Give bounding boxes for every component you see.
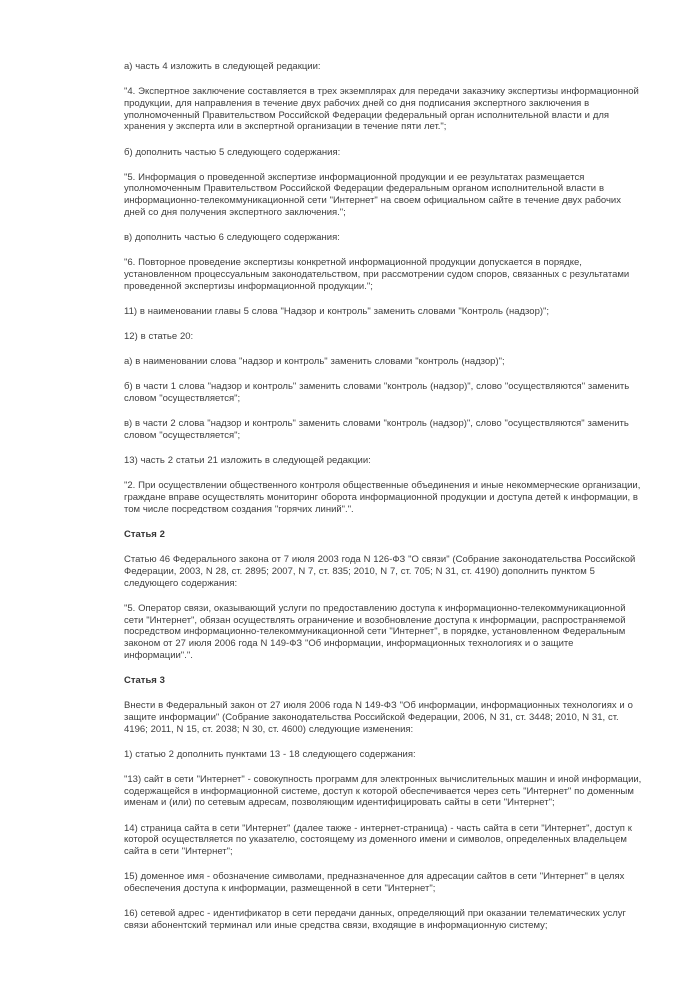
doc-paragraph-quote-part4: "4. Экспертное заключение составляется в трех экземплярах для передачи заказчику экспертизы информационной продукции, для направления в течение двух рабочих дней со дня подписания экспертного заключения в уполномоченный Правительством Российской Федерации федеральный орган исполнительной власти и для хранения у эксперта или в экспертной организации в течение пяти лет."; bbox=[124, 86, 639, 133]
doc-paragraph-def-16-netaddr: 16) сетевой адрес - идентификатор в сети передачи данных, определяющий при оказании телематических услуг связи абонентский терминал или иные средства связи, входящие в информационную систему; bbox=[124, 908, 627, 931]
article-3-heading: Статья 3 bbox=[124, 674, 165, 686]
doc-paragraph-subitem-v-ch6: в) дополнить частью 6 следующего содержания: bbox=[124, 232, 340, 244]
doc-paragraph-def-14-page: 14) страница сайта в сети "Интернет" (далее также - интернет-страница) - часть сайта в сети "Интернет", доступ к которой осуществляется по указателю, состоящему из доменного имени и символов, определенных владельцем сайта в сети "Интернет"; bbox=[124, 822, 632, 857]
doc-paragraph-article2-body: Статью 46 Федерального закона от 7 июля 2003 года N 126-ФЗ "О связи" (Собрание законодательства Российской Федерации, 2003, N 28, ст. 2895; 2007, N 7, ст. 835; 2010, N 7, ст. 705; N 31, ст. 4190) дополнить пунктом 5 следующего содержания: bbox=[124, 554, 636, 589]
doc-paragraph-item-12: 12) в статье 20: bbox=[124, 331, 194, 343]
doc-paragraph-quote-part6: "6. Повторное проведение экспертизы конкретной информационной продукции допускается в порядке, установленном процессуальным законодательством, при рассмотрении судом споров, связанных с результатами проведенной экспертизы информационной продукции."; bbox=[124, 257, 630, 292]
document-page bbox=[124, 61, 643, 945]
doc-paragraph-item-12b: б) в части 1 слова "надзор и контроль" заменить словами "контроль (надзор)", слово "осуществляются" заменить словом "осуществляется"; bbox=[124, 381, 630, 405]
doc-paragraph-subitem-b-ch5: б) дополнить частью 5 следующего содержания: bbox=[124, 146, 341, 158]
doc-paragraph-item-1-art2: 1) статью 2 дополнить пунктами 13 - 18 следующего содержания: bbox=[124, 748, 416, 760]
doc-paragraph-quote-point5-svyaz: "5. Оператор связи, оказывающий услуги по предоставлению доступа к информационно-телекоммуникационной сети "Интернет", обязан осуществлять ограничение и возобновление доступа к информации, распространяемой посредством информационно-телекоммуникационной сети "Интернет", в порядке, установленном Федеральным законом от 27 июля 2006 года N 149-ФЗ "Об информации, информационных технологиях и о защите информации".". bbox=[124, 602, 626, 661]
doc-paragraph-article3-body: Внести в Федеральный закон от 27 июля 2006 года N 149-ФЗ "Об информации, информационных технологиях и о защите информации" (Собрание законодательства Российской Федерации, 2006, N 31, ст. 3448; 2010, N 31, ст. 4196; 2011, N 15, ст. 2038; N 30, ст. 4600) следующие изменения: bbox=[124, 700, 633, 735]
doc-paragraph-quote-part5: "5. Информация о проведенной экспертизе информационной продукции и ее результатах размещается уполномоченным Правительством Российской Федерации федеральным органом исполнительной власти в информационно-телекоммуникационной сети "Интернет" на своем официальном сайте в течение двух рабочих дней со дня получения экспертного заключения."; bbox=[124, 171, 621, 218]
doc-paragraph-item-12a: а) в наименовании слова "надзор и контроль" заменить словами "контроль (надзор)"; bbox=[124, 356, 505, 368]
article-2-heading: Статья 2 bbox=[124, 529, 165, 541]
doc-paragraph-item-13: 13) часть 2 статьи 21 изложить в следующей редакции: bbox=[124, 455, 371, 467]
doc-paragraph-quote-part2-art21: "2. При осуществлении общественного контроля общественные объединения и иные некоммерческие организации, граждане вправе осуществлять мониторинг оборота информационной продукции и доступа детей к информации, в том числе посредством создания "горячих линий".". bbox=[124, 480, 641, 515]
doc-paragraph-item-12v: в) в части 2 слова "надзор и контроль" заменить словами "контроль (надзор)", слово "осуществляются" заменить словом "осуществляется"; bbox=[124, 418, 629, 442]
doc-paragraph-def-15-domain: 15) доменное имя - обозначение символами, предназначенное для адресации сайтов в сети "Интернет" в целях обеспечения доступа к информации, размещенной в сети "Интернет"; bbox=[124, 871, 625, 894]
doc-paragraph-def-13-site: "13) сайт в сети "Интернет" - совокупность программ для электронных вычислительных машин и иной информации, содержащейся в информационной системе, доступ к которой обеспечивается через сеть "Интернет" по доменным именам и (или) по сетевым адресам, позволяющим идентифицировать сайты в сети "Интернет"; bbox=[124, 773, 642, 809]
doc-paragraph-item-11: 11) в наименовании главы 5 слова "Надзор и контроль" заменить словами "Контроль (надзор)"; bbox=[124, 305, 550, 317]
doc-paragraph-subitem-a-ch4: а) часть 4 изложить в следующей редакции: bbox=[124, 61, 321, 72]
